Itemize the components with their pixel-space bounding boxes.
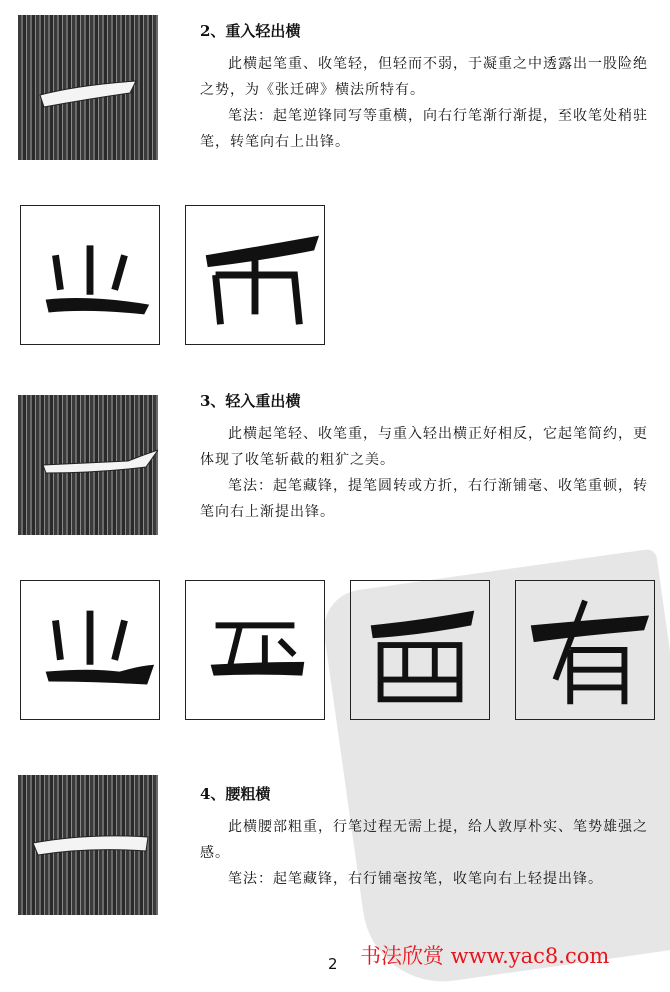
rubbing-image-thick-waist <box>18 775 158 915</box>
character-example <box>20 580 160 720</box>
paragraph: 笔法：起笔藏锋，提笔圆转或方折，右行渐铺毫、收笔重顿，转笔向右上渐提出锋。 <box>200 478 648 520</box>
character-example <box>185 205 325 345</box>
site-watermark: 书法欣赏 www.yac8.com <box>360 944 610 968</box>
page-number: 2 <box>328 955 338 973</box>
character-example <box>185 580 325 720</box>
paragraph: 此横腰部粗重，行笔过程无需上提，给人敦厚朴实、笔势雄强之感。 <box>200 819 648 861</box>
section-title: 4、腰粗横 <box>200 785 271 803</box>
character-example <box>515 580 655 720</box>
paragraph: 笔法：起笔逆锋同写等重横，向右行笔渐行渐提，至收笔处稍驻笔，转笔向右上出锋。 <box>200 108 648 150</box>
section-title: 2、重入轻出横 <box>200 22 301 40</box>
paragraph: 此横起笔重、收笔轻，但轻而不弱，于凝重之中透露出一股险绝之势，为《张迁碑》横法所特有。 <box>200 56 648 98</box>
rubbing-image-light-heavy <box>18 395 158 535</box>
character-example <box>20 205 160 345</box>
character-example <box>350 580 490 720</box>
paragraph: 此横起笔轻、收笔重，与重入轻出横正好相反，它起笔简约，更体现了收笔斩截的粗犷之美。 <box>200 426 648 468</box>
section-title: 3、轻入重出横 <box>200 392 301 410</box>
rubbing-image-heavy-light <box>18 15 158 160</box>
paragraph: 笔法：起笔藏锋，右行铺毫按笔，收笔向右上轻提出锋。 <box>228 871 603 887</box>
